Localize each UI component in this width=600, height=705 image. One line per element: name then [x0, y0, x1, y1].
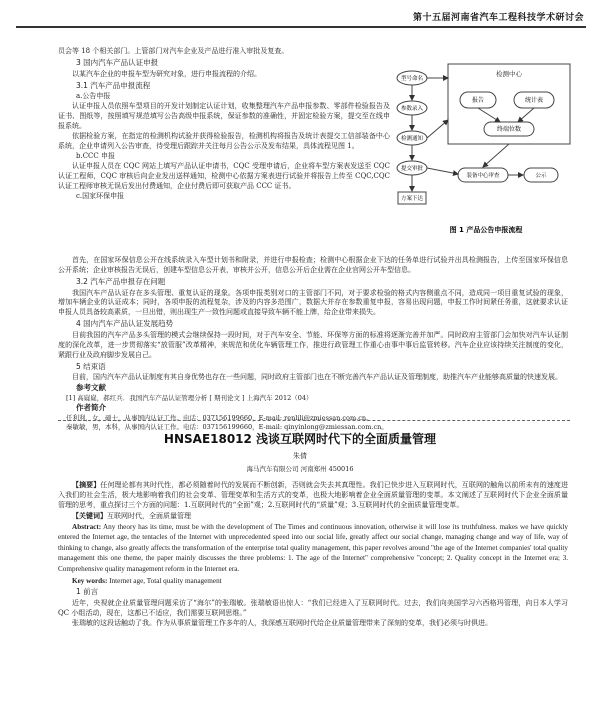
paper-body: [58, 480, 568, 629]
flow-node-3: 检测通知: [400, 136, 424, 142]
keywords-en-label: Key words:: [72, 576, 108, 585]
subsection-b-heading: b.CCC 申报: [76, 151, 115, 160]
keywords-cn-text: 互联网时代，全面质量管理: [107, 511, 191, 520]
subsection-a-heading: a.公告申报: [76, 92, 111, 101]
header-rule: [16, 26, 586, 28]
references-heading: 参考文献: [76, 383, 106, 393]
section-4-heading: 4 国内汽车产品认证发展趋势: [76, 319, 174, 329]
statistics-label: 统计表: [524, 97, 544, 104]
figure-caption: 图 1 产品公告申报流程: [449, 226, 523, 234]
flow-node-1: 型号命名: [400, 76, 424, 82]
section-5-heading: 5 结束语: [76, 361, 106, 371]
paper-author: 朱倩: [293, 452, 307, 460]
report-label: 报告: [471, 97, 485, 104]
left-flow: [397, 71, 448, 204]
paper-section-1-heading: 1 前言: [76, 587, 99, 597]
flow-node-5: 方案下达: [400, 196, 424, 202]
subsection-c-para: 首先，在国家环保信息公开在线系统录入车型计划书和附录，并进行申报检查；检测中心根据企业下达的任务单进行试验并出具检测报告，上传至国家环保信息公开系统；企业审核报告无误后，创建车型信息公开表，审核并公开，信息公开后企业需在企业官网公开车型信息。: [58, 256, 568, 274]
left-column: [58, 47, 390, 201]
author-intro-heading: 作者简介: [76, 403, 106, 413]
equipment-center-label: 装备中心审查: [466, 173, 500, 179]
paper-title: HNSAE18012 浅谈互联网时代下的全面质量管理: [163, 432, 437, 446]
subsection-c-heading: c.国家环保申报: [76, 191, 125, 200]
keywords-cn: [58, 511, 568, 522]
keywords-cn-label: 【关键词】: [72, 510, 107, 520]
abstract-en: [58, 522, 568, 574]
page-header: [0, 0, 600, 38]
section-3-intro: 以某汽车企业的申报车型为研究对象，进行申报流程的介绍。: [72, 69, 261, 78]
flow-node-2: 参数录入: [400, 106, 424, 112]
section-3-1-heading: 3.1 汽车产品申报流程: [76, 80, 151, 90]
section-3-heading: 3 国内汽车产品认证申报: [76, 57, 159, 67]
terminal-label: 终端位数: [496, 126, 522, 133]
subsection-b-para: 认证申报人员在 CQC 网站上填写产品认证申请书，CQC 受理申请后，企业将车型方案表发送至 CQC 认证工程师，CQC 审核后向企业发出送样通知，检测中心依据方案表进行试验并将报告上传至 CQC,CQC 认证工程师审核无误后发出付费通知，企业付费后即可获取产品 CCC 证书。: [58, 161, 390, 190]
abstract-cn-label: 【摘要】: [72, 480, 101, 489]
journal-title: 第十五届河南省汽车工程科技学术研讨会: [412, 13, 584, 23]
subsection-a-para-2: 依据检验方案，在指定的检测机构试验并获得检验报告，检测机构将报告及统计表提交工信部装备中心系统，企业申请列入公告审查，待受理后跟踪并关注每月公告公示及发布结果，具体流程见图 1。: [58, 131, 390, 150]
figure-1: [396, 60, 576, 246]
abstract-en-text: Any theory has its time, must be with the development of The Times and continuous innovation, otherwise it will lose its truthfulness. makes we have quickly entered the Internet age, the tentacles of the Internet with unprecedented speed into our social life, greatly affect our social change, managing change and way of life, way of thinking to change, also greatly affects the transformation of the enterprise total quality management, this paper revolves around "the age of the Internet companies' total quality management this one theme, the paper mainly discusses the three problems: 1. The age of the Internet" comprehensive "concept; 2. Quality concept in the Internet era; 3. Comprehensive quality management reform in the Internet era.: [58, 522, 569, 573]
detection-center-title: 检测中心: [496, 70, 522, 78]
article-separator: [58, 420, 570, 421]
section-3-2-heading: 3.2 汽车产品申报存在问题: [76, 276, 166, 286]
keywords-en: [58, 576, 568, 586]
reference-item-1: [1] 高嶷嶷，郝红兵．我国汽车产品认证管理分析 [ 期刊论文 ] 上海汽车 2012（04）: [66, 394, 313, 402]
section-5-para: 目前，国内汽车产品认证制度有其自身优势也存在一些问题，同时政府主管部门也在不断完善汽车产品认证及管理制度，助推汽车产业能够高质量的快速发展。: [72, 373, 562, 382]
abstract-en-label: Abstract:: [72, 522, 102, 531]
author-intro-2: 秦敏敏，男，本科，从事国内认证工作。电话：037156199660，E-mail: qinyinlong@zmiessan.com.cn。: [66, 423, 388, 432]
keywords-en-text: Internet age, Total quality management: [109, 576, 222, 585]
full-width-body: [58, 256, 568, 432]
abstract-cn-text: 任何理论都有其时代性，都必须随着时代的发展而不断创新，否则就会失去其真理性。我们已快步进入互联网时代，互联网的触角以前所未有的速度进入我们的社会生活，极大地影响着我们的社会变革、管理变革和生活方式的变革，也极大地影响着企业全面质量管理的变革。本文阐述了互联网时代下企业全面质量管理的思考，重点探讨三个方面的问题：1.互联网时代的“全面”观；2.互联网时代的“质量”观；3.互联网时代的全面质量管理变革。: [58, 481, 569, 509]
abstract-cn: [58, 480, 568, 511]
paper-section-1-para: 近年，央视就企业质量管理问题采访了“海尔”的张瑞敏。张瑞敏语出惊人：“我们已经进入了互联网时代。过去，我们向美国学习六西格玛管理，向日本人学习 QC 小组活动，现在，这都已不适应，我们需要互联网思维。”: [58, 599, 568, 617]
flow-node-4: 提交审批: [400, 166, 424, 172]
paper-affiliation: 海马汽车有限公司 河南郑州 450016: [246, 465, 354, 473]
section-4-para: 目前我国的汽车产品多头管理的模式会继续保持一段时间，对于汽车安全、节能、环保等方面的标准将逐渐完善并加严。同时政府主管部门会加快对汽车认证制度的深化改革，进一步贯彻落实“放管服”改革精神，来规范和优化车辆管理工作，推进行政管理工作重心由事中事后监管转移。汽车企业应该持续关注制度的变化，紧跟行业及政府脚步发展自己。: [58, 330, 568, 359]
section-3-2-para: 我国汽车产品认证存在多头管理、重复认证的现象。各项申报类别对口的主管部门不同，对于要求检验的格式内容侧重点不同，造成同一项目重复试验的现象，增加车辆企业的认证成本；同时，各项申报的流程复杂，涉及的内容多范围广，数据大并存在参数重复申报，容易出现问题，申报工作时间紧任务重，这就要求认证申报人员具备较高素质，一旦出错，则出现生产一致性问题或直接导致车辆不能上牌，给企业带来损失。: [58, 288, 568, 317]
publicity-label: 公示: [535, 173, 547, 179]
top-paragraph: 员会等 18 个相关部门。上管部门对汽车企业及产品进行准入审批及复查。: [58, 47, 289, 55]
author-intro-1: 任利利，女，硕士，从事国内认证工作。电话：037156199660，E-mail: renlili@zmiessan.com.cn。: [66, 413, 373, 422]
subsection-a-para-1: 认证申报人员依照车型项目的开发计划制定认证计划，收集整理汽车产品申报参数、零部件检验报告及证书、图纸等，按照填写规范填写公告高级申报系统，保证参数的准确性，并固定检验方案，提交至在线申报系统。: [58, 102, 390, 130]
paper-section-1-tail: 张瑞敏的这段话触动了我。作为从事质量管理工作多年的人，我深感互联网时代给企业质量管理带来了深刻的变革，我们必须与时俱进。: [72, 618, 492, 627]
flowchart-diagram: [396, 60, 576, 246]
